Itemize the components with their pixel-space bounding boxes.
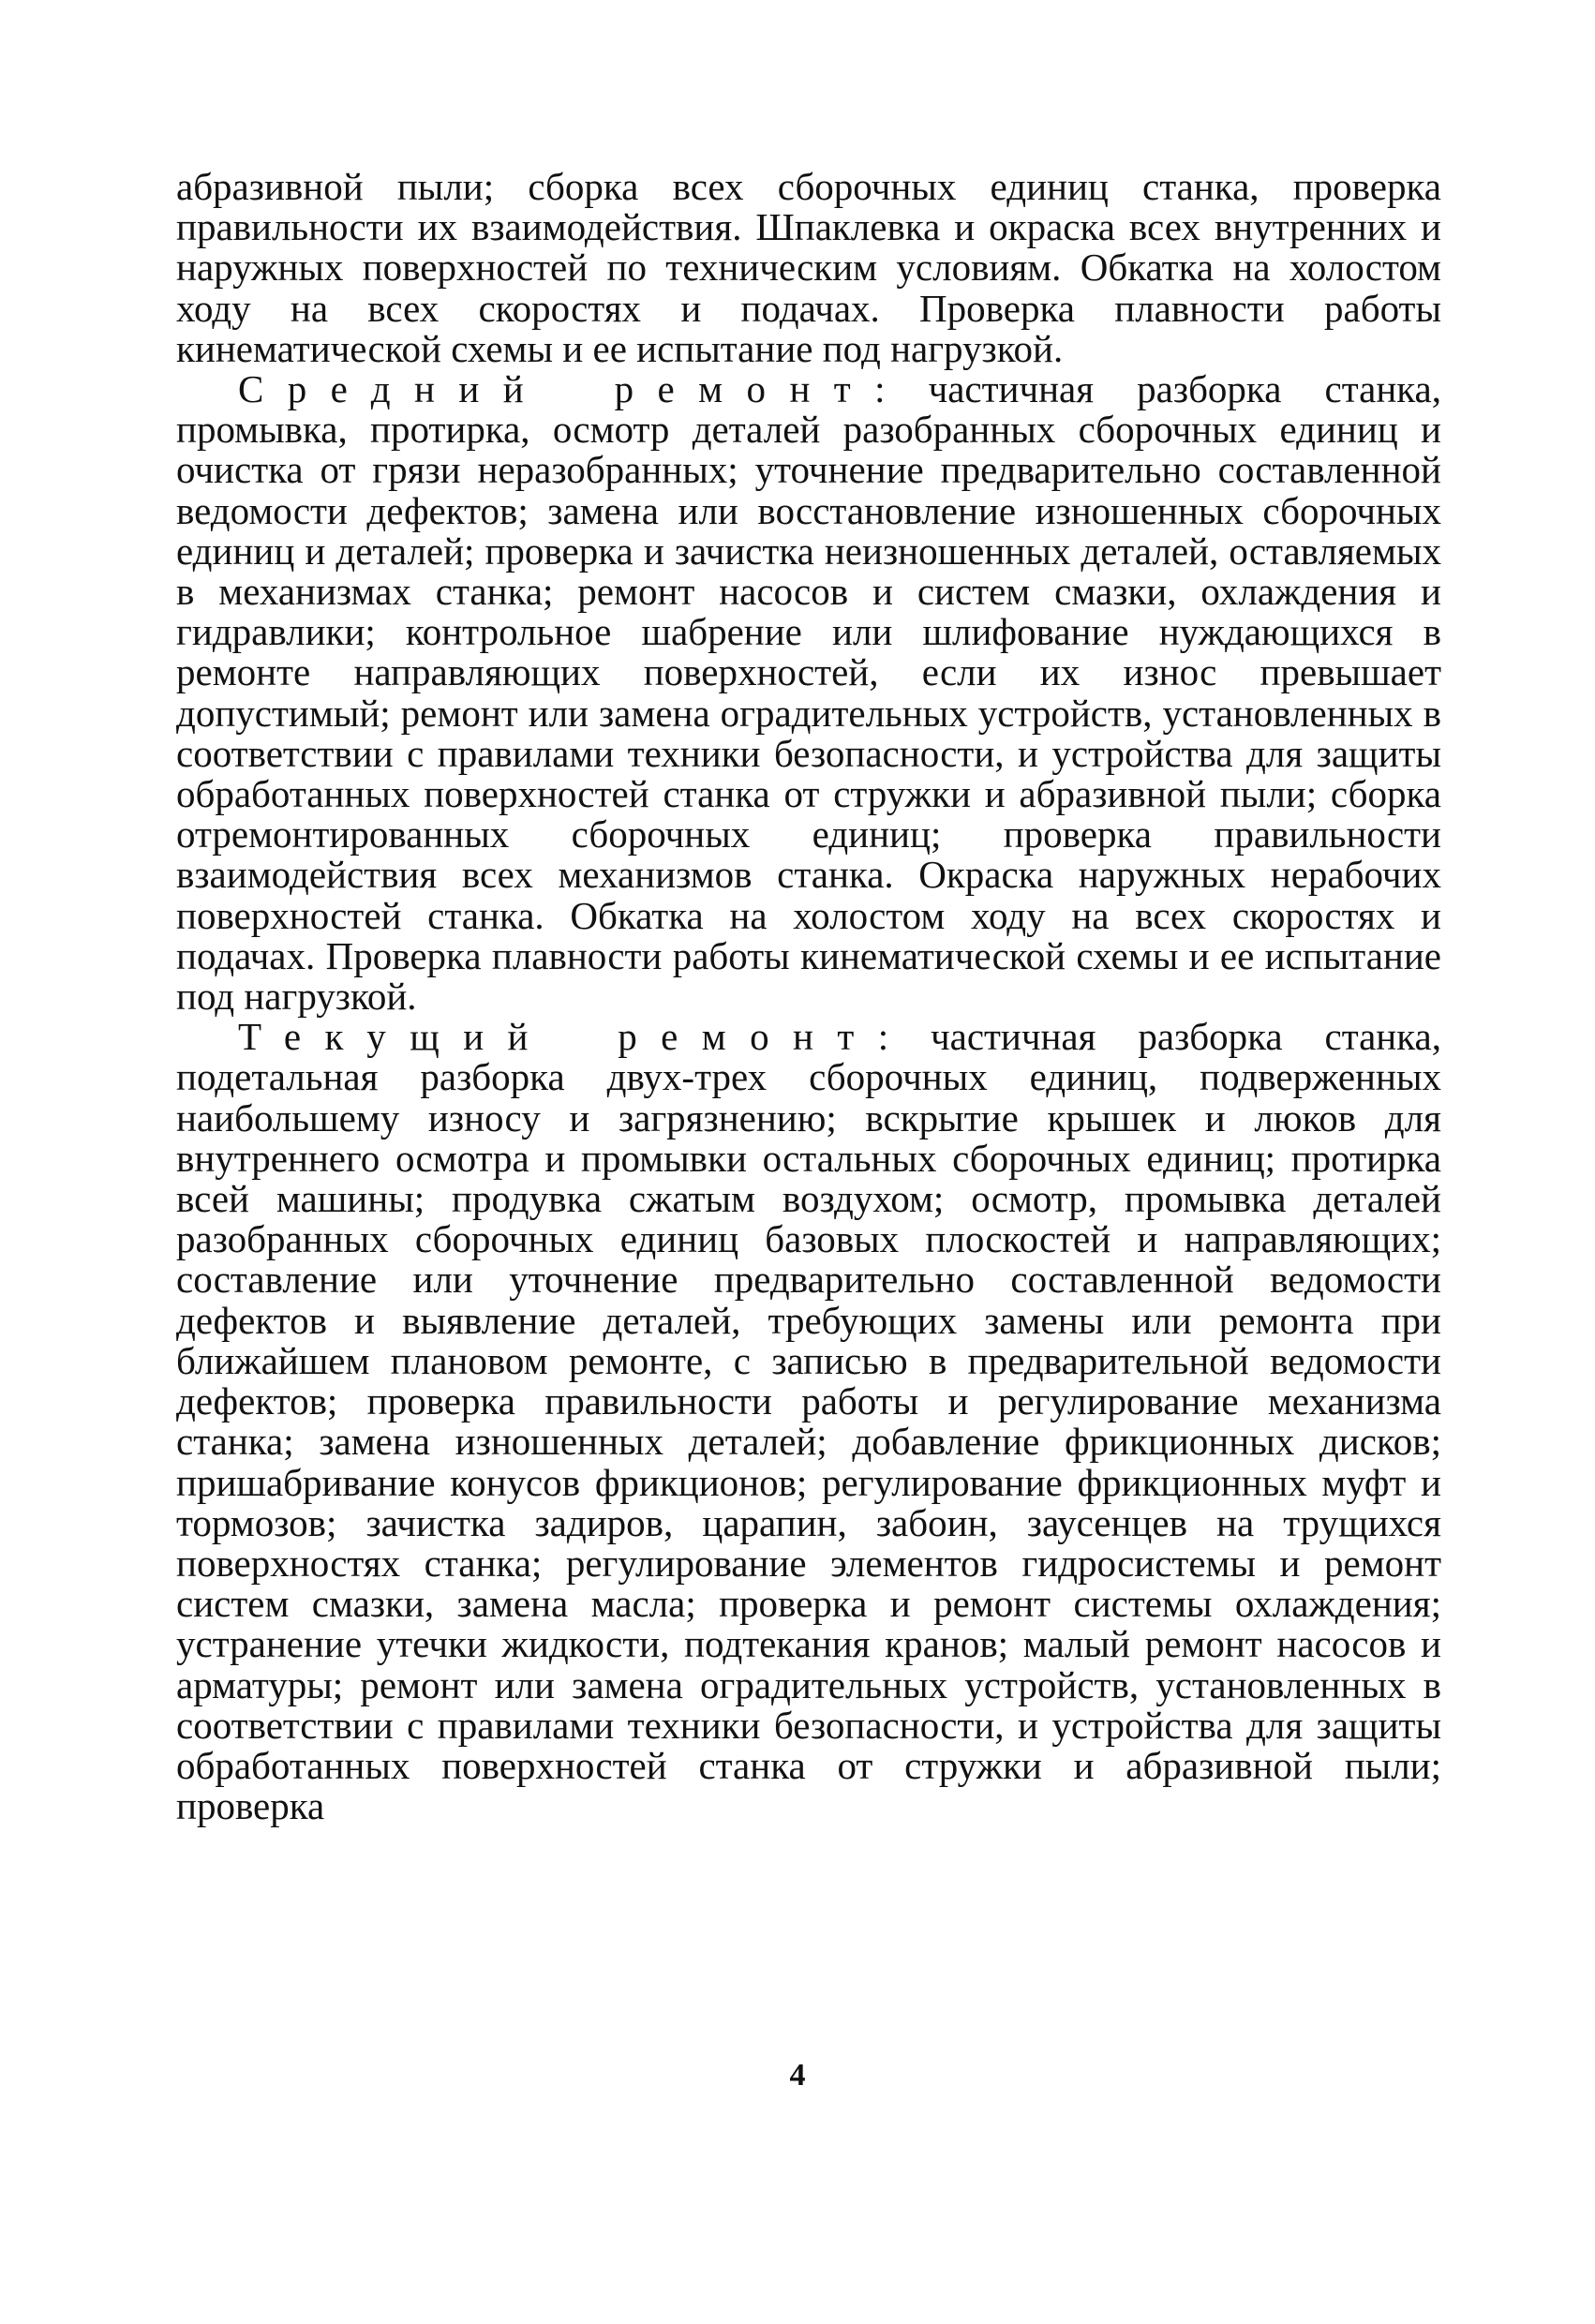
page-number: 4 <box>789 2058 806 2093</box>
section-heading-current-repair: Текущий ремонт <box>238 1015 878 1059</box>
paragraph-text: : частичная разборка станка, промывка, протирка, осмотр деталей разобранных сборочных единиц и очистка от грязи неразобранных; уточнение предварительно составленной ведомости дефектов; замена или восстановление изношенных сборочных единиц и деталей; проверка и зачистка неизношенных деталей, оставляемых в механизмах станка; ремонт насосов и систем смазки, охлаждения и гидравлики; контрольное шабрение или шлифование нуждающихся в ремонте направляющих поверхностей, если их износ превышает допустимый; ремонт или замена оградительных устройств, установленных в соответствии с правилами техники безопасности, и устройства для защиты обработанных поверхностей станка от стружки и абразивной пыли; сборка отремонтированных сборочных единиц; проверка правильности взаимодействия всех механизмов станка. Окраска наружных нерабочих поверхностей станка. Обкатка на холостом ходу на всех скоростях и подачах. Проверка плавности работы кинематической схемы и ее испытание под нагрузкой. <box>176 367 1442 1019</box>
page-body <box>176 167 1441 1826</box>
paragraph-text: абразивной пыли; сборка всех сборочных единиц станка, проверка правильности их взаимодействия. Шпаклевка и окраска всех внутренних и наружных поверхностей по техническим условиям. Обкатка на холостом ходу на всех скоростях и подачах. Проверка плавности работы кинематической схемы и ее испытание под нагрузкой. <box>176 165 1441 370</box>
paragraph-medium-repair <box>176 369 1441 1017</box>
paragraph-text: : частичная разборка станка, подетальная разборка двух-трех сборочных единиц, подверженных наибольшему износу и загрязнению; вскрытие крышек и люков для внутреннего осмотра и промывки остальных сборочных единиц; протирка всей машины; продувка сжатым воздухом; осмотр, промывка деталей разобранных сборочных единиц базовых плоскостей и направляющих; составление или уточнение предварительно составленной ведомости дефектов и выявление деталей, требующих замены или ремонта при ближайшем плановом ремонте, с записью в предварительной ведомости дефектов; проверка правильности работы и регулирование механизма станка; замена изношенных деталей; добавление фрикционных дисков; пришабривание конусов фрикционов; регулирование фрикционных муфт и тормозов; зачистка задиров, царапин, забоин, заусенцев на трущихся поверхностях станка; регулирование элементов гидросистемы и ремонт систем смазки, замена масла; проверка и ремонт системы охлаждения; устранение утечки жидкости, подтекания кранов; малый ремонт насосов и арматуры; ремонт или замена оградительных устройств, установленных в соответствии с правилами техники безопасности, и устройства для защиты обработанных поверхностей станка от стружки и абразивной пыли; проверка <box>176 1015 1441 1828</box>
paragraph-continuation <box>176 167 1441 369</box>
paragraph-current-repair <box>176 1017 1441 1826</box>
section-heading-medium-repair: Средний ремонт <box>238 367 875 411</box>
